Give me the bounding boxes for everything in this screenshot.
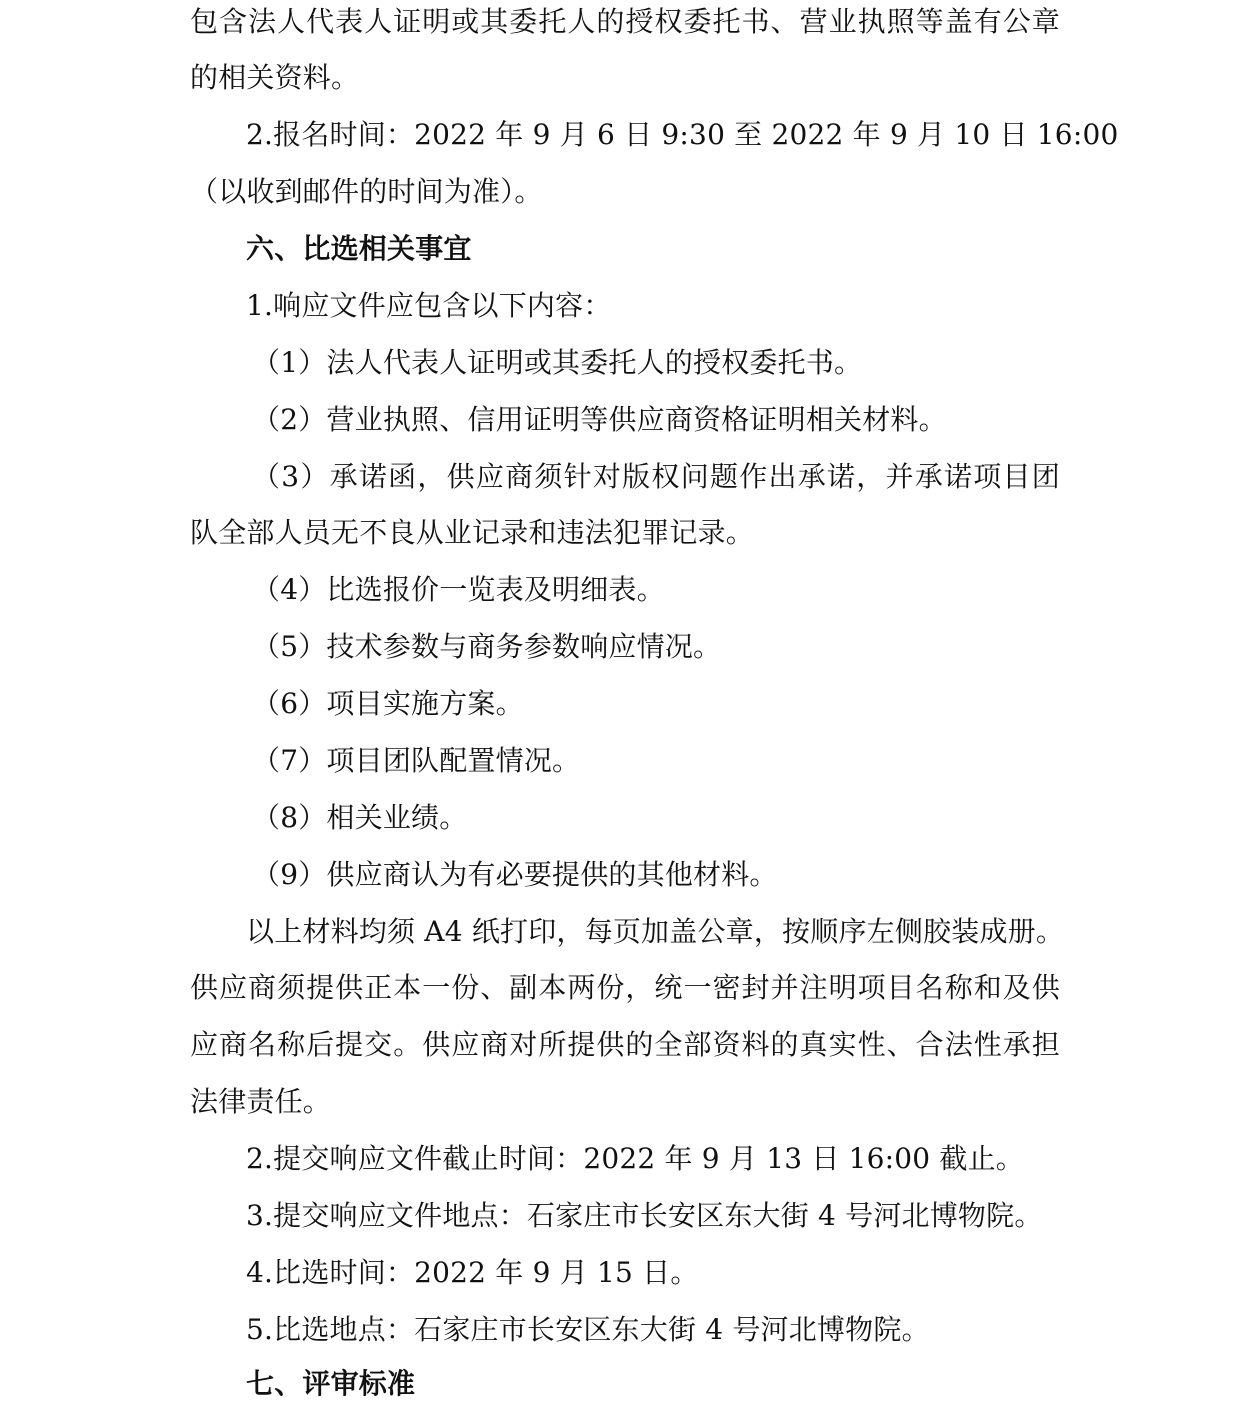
paragraph-line: 的相关资料。 <box>190 61 360 94</box>
paragraph-line: 法律责任。 <box>190 1085 332 1118</box>
paragraph-line: 包含法人代表人证明或其委托人的授权委托书、营业执照等盖有公章 <box>190 5 1060 38</box>
registration-time-line: 2.报名时间：2022 年 9 月 6 日 9:30 至 2022 年 9 月 10 日 16:00 <box>246 118 1119 151</box>
list-item: 4.比选时间：2022 年 9 月 15 日。 <box>246 1256 699 1289</box>
list-item: （7）项目团队配置情况。 <box>252 744 581 777</box>
paragraph-line: （以收到邮件的时间为准）。 <box>190 175 543 208</box>
list-item: （9）供应商认为有必要提供的其他材料。 <box>252 858 778 891</box>
list-item: （2）营业执照、信用证明等供应商资格证明相关材料。 <box>252 403 947 436</box>
list-item: 2.提交响应文件截止时间：2022 年 9 月 13 日 16:00 截止。 <box>246 1142 1025 1175</box>
section-heading-7: 七、评审标准 <box>246 1367 416 1400</box>
paragraph-line: 以上材料均须 A4 纸打印，每页加盖公章，按顺序左侧胶装成册。 <box>246 915 1065 948</box>
list-item: （5）技术参数与商务参数响应情况。 <box>252 630 722 663</box>
list-item: （4）比选报价一览表及明细表。 <box>252 573 665 606</box>
paragraph-line: 队全部人员无不良从业记录和违法犯罪记录。 <box>190 516 755 549</box>
list-item: （3）承诺函，供应商须针对版权问题作出承诺，并承诺项目团 <box>252 460 1060 493</box>
list-item: （1）法人代表人证明或其委托人的授权委托书。 <box>252 346 863 379</box>
list-item: （8）相关业绩。 <box>252 801 468 834</box>
list-item: （6）项目实施方案。 <box>252 687 524 720</box>
list-item: 1.响应文件应包含以下内容： <box>246 289 612 322</box>
section-heading-6: 六、比选相关事宜 <box>246 232 472 265</box>
paragraph-line: 应商名称后提交。供应商对所提供的全部资料的真实性、合法性承担 <box>190 1028 1060 1061</box>
paragraph-line: 供应商须提供正本一份、副本两份，统一密封并注明项目名称和及供 <box>190 971 1060 1004</box>
list-item: 5.比选地点：石家庄市长安区东大街 4 号河北博物院。 <box>246 1313 930 1346</box>
list-item: 3.提交响应文件地点：石家庄市长安区东大街 4 号河北博物院。 <box>246 1199 1043 1232</box>
